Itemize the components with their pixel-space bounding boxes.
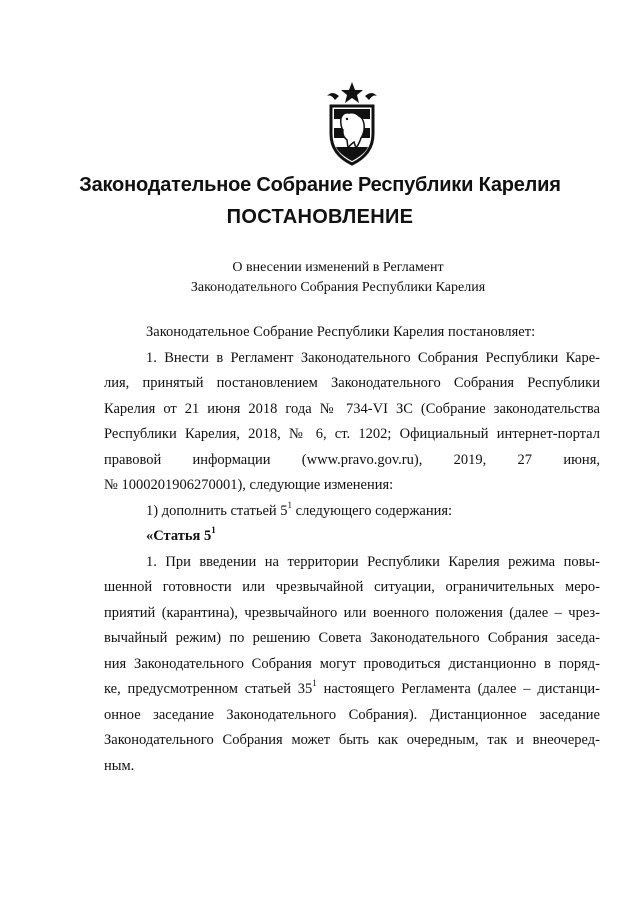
para-line-2: шенной готовности или чрезвычайной ситуации, ограничительных меро-: [104, 579, 600, 595]
item-1-line-4: Республики Карелия, 2018, № 6, ст. 1202; Официальный интернет-портал: [104, 426, 600, 442]
superscript: 1: [312, 678, 317, 688]
para-line-6: [104, 677, 600, 703]
subject-line-2: Законодательного Собрания Республики Карелия: [190, 280, 486, 295]
document-type: ПОСТАНОВЛЕНИЕ: [226, 206, 414, 228]
item-1: [104, 346, 600, 499]
superscript: 1: [211, 525, 216, 535]
item-1-line-2: лия, принятый постановлением Законодательного Собрания Республики: [104, 375, 600, 391]
word: июня,: [563, 451, 600, 468]
subject-line-1: О внесении изменений в Регламент: [232, 260, 444, 275]
item-1-line-6: № 1000201906270001), следующие изменения:: [104, 477, 394, 493]
subitem-1-text-end: следующего содержания:: [292, 502, 453, 519]
para-line-6-start: ке, предусмотренном статьей 35: [104, 681, 313, 697]
para-line-6-end: настоящего Регламента (далее – дистанци-: [316, 681, 600, 697]
emblem-right-ray: [365, 93, 377, 100]
word: 27: [517, 451, 533, 468]
para-line-9: ным.: [104, 757, 135, 774]
word: (www.pravo.gov.ru),: [301, 451, 423, 468]
para-line-8: Законодательного Собрания может быть как очередным, так и внеочеред-: [104, 732, 600, 748]
para-line-5: ния Законодательного Собрания могут проводиться дистанционно в поряд-: [104, 655, 600, 672]
resolution-subject: [0, 258, 640, 298]
subitem-1-text: 1) дополнить статьей 5: [146, 502, 288, 519]
para-line-3: приятий (карантина), чрезвычайного или военного положения (далее – чрез-: [104, 604, 600, 621]
para-line-7: онное заседание Законодательного Собрания). Дистанционное заседание: [104, 706, 600, 723]
item-1-line-3: Карелия от 21 июня 2018 года № 734-VI ЗС (Собрание законодательства: [104, 400, 600, 417]
para-line-1: 1. При введении на территории Республики Карелия режима повы-: [146, 553, 600, 570]
superscript: 1: [287, 499, 293, 510]
emblem-star: [341, 82, 363, 103]
word: информации: [192, 451, 271, 468]
republic-of-karelia-emblem: [321, 82, 383, 166]
word: 2019,: [453, 451, 487, 468]
article-paragraph-1: [104, 550, 600, 780]
organization-title: Законодательное Собрание Республики Карелия: [79, 174, 561, 196]
resolution-body: [104, 320, 600, 779]
item-1-line-1: 1. Внести в Регламент Законодательного Собрания Республики Каре-: [146, 349, 600, 366]
preamble: Законодательное Собрание Республики Карелия постановляет:: [146, 324, 536, 340]
word: правовой: [104, 451, 162, 468]
subitem-1: [104, 499, 600, 525]
article-title: «Статья 5: [146, 528, 212, 544]
emblem-left-ray: [327, 93, 339, 100]
article-heading: [104, 524, 600, 550]
para-line-4: вычайный режим) по решению Совета Законодательного Собрания заседа-: [104, 630, 600, 646]
item-1-line-5: [104, 448, 600, 474]
